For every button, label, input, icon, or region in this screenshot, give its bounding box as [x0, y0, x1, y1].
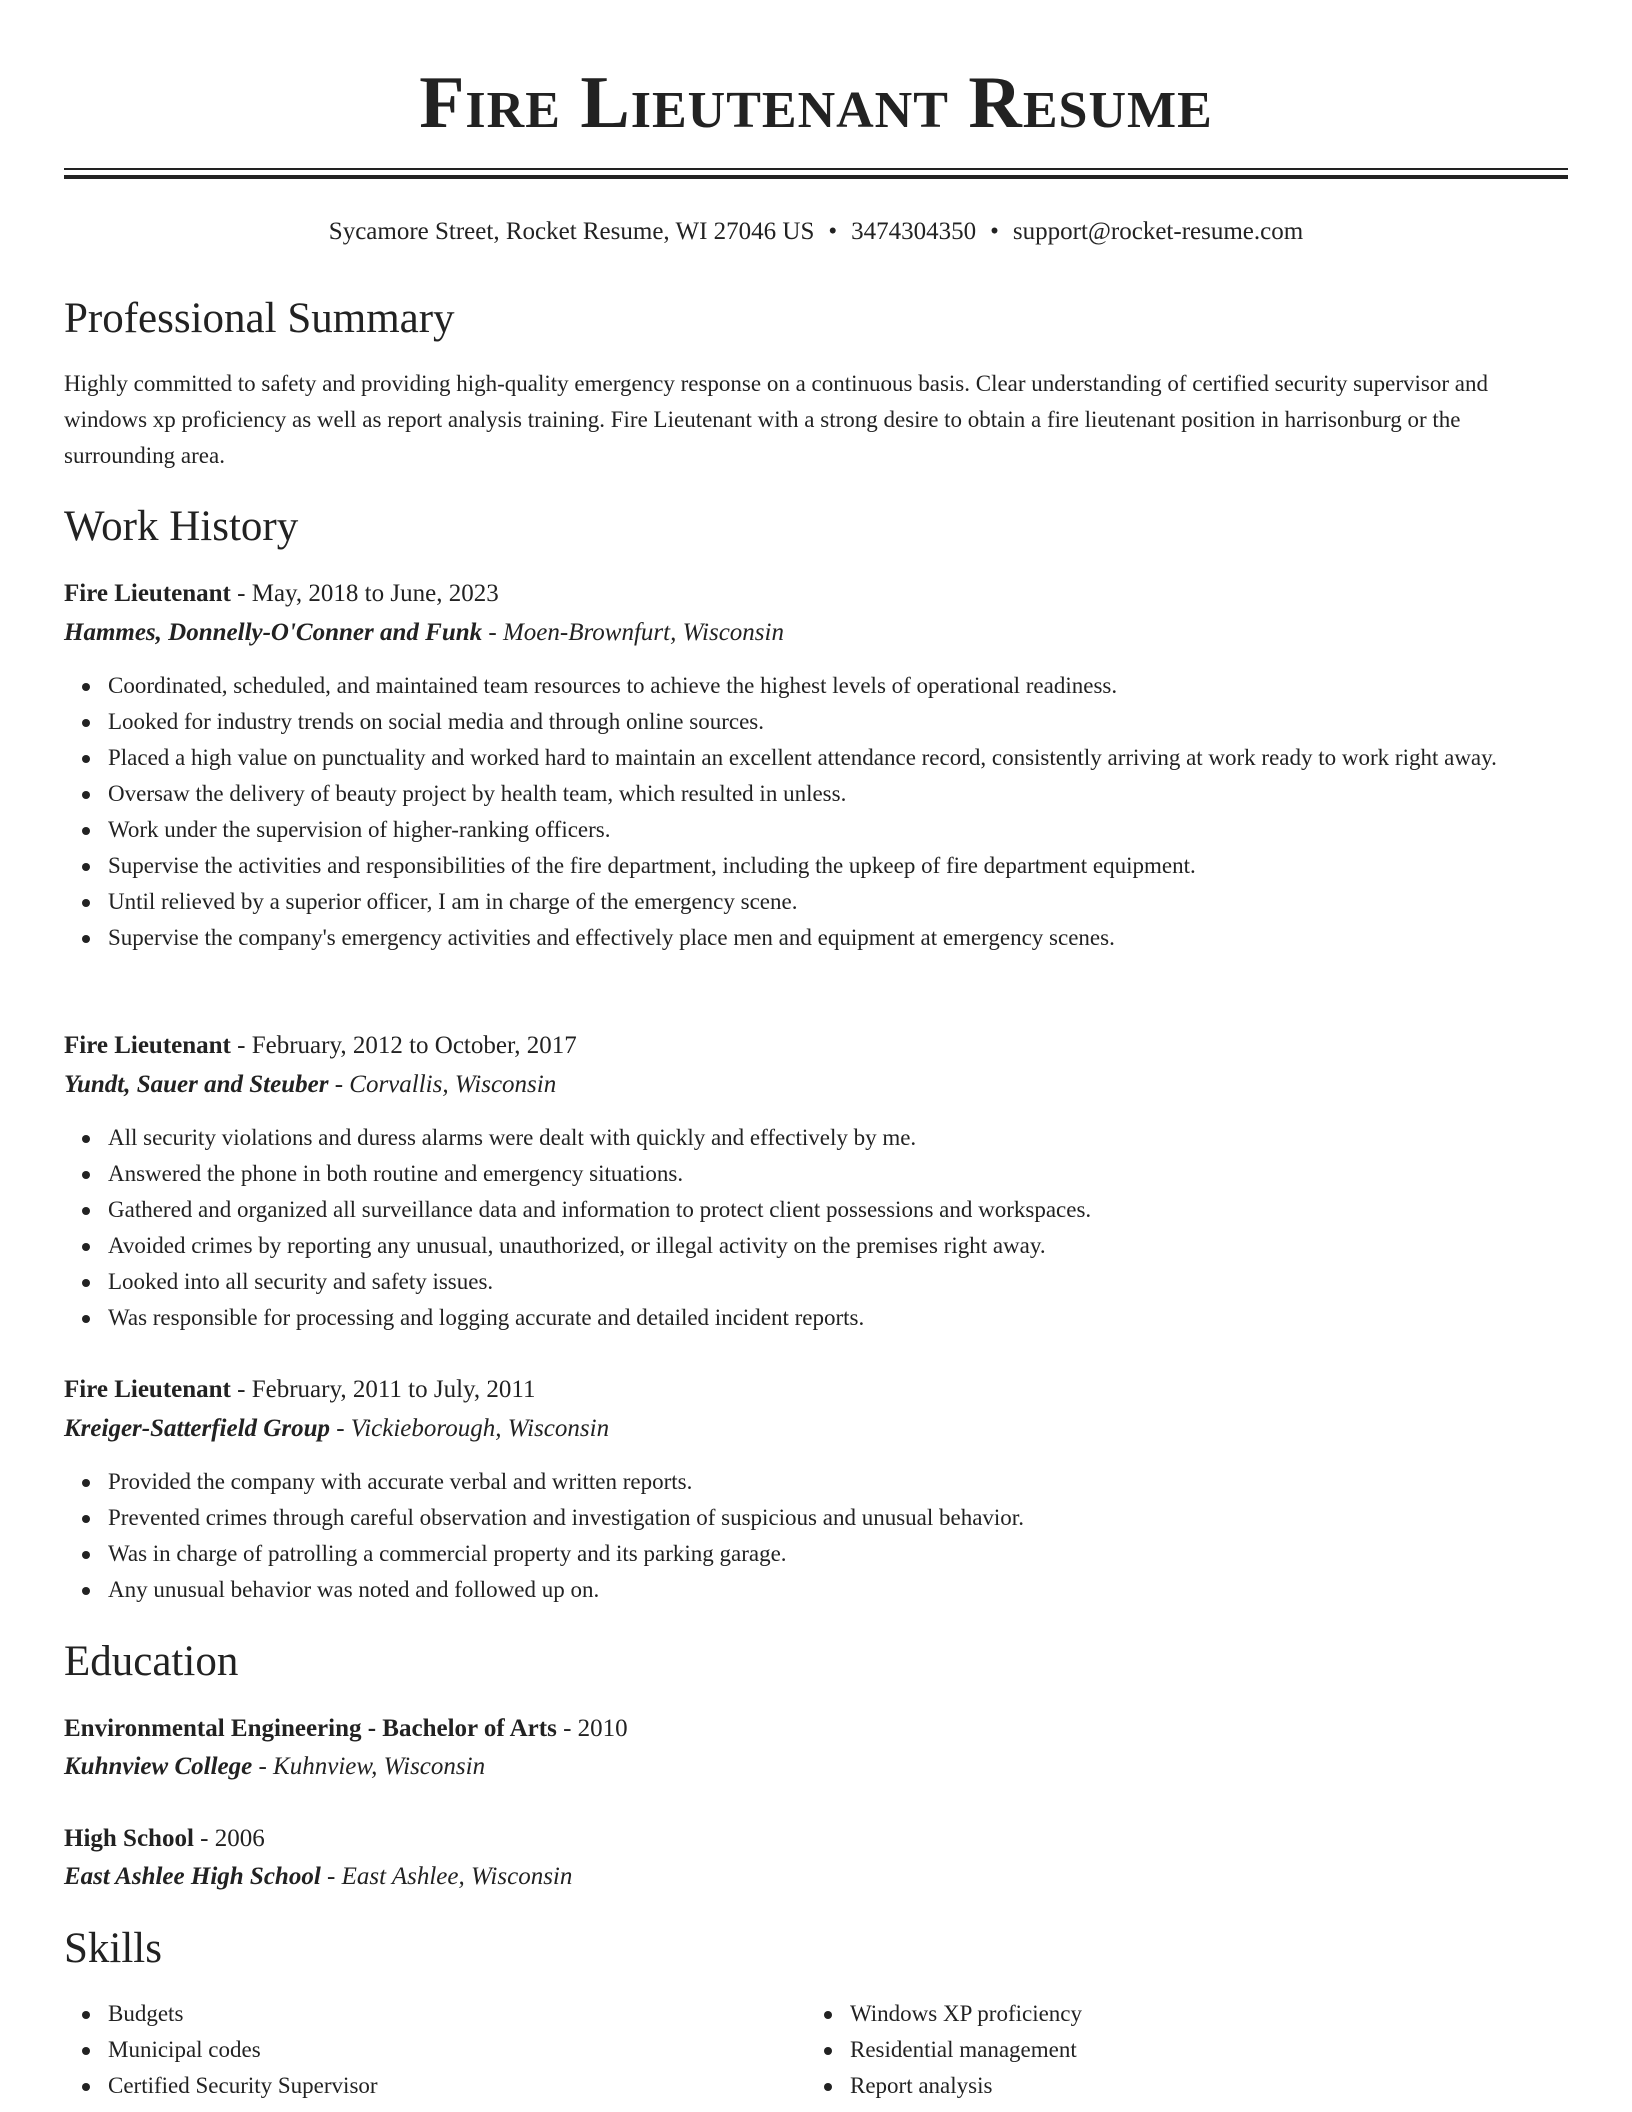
list-item: Placed a high value on punctuality and worked hard to maintain an excellent attendance record, consistently arriving at work ready to work right away.: [108, 740, 1616, 776]
education-school-line: [64, 1750, 485, 1784]
job-title: Fire Lieutenant: [64, 1032, 231, 1059]
work-history-heading: Work History: [64, 503, 299, 550]
education-degree: High School: [64, 1825, 194, 1852]
job-employer: Hammes, Donnelly-O'Conner and Funk: [64, 619, 483, 646]
summary-text: Highly committed to safety and providing high-quality emergency response on a continuous basis. Clear understanding of certified security supervisor and windows xp proficiency as well as report analysis training. Fire Lieutenant with a strong desire to obtain a fire lieutenant position in harrisonburg or the surrounding area.: [64, 371, 1488, 468]
job-title-line: [64, 1029, 577, 1063]
education-year: - 2006: [193, 1825, 265, 1852]
list-item: Provided the company with accurate verbal and written reports.: [108, 1464, 1616, 1500]
list-item: Oversaw the delivery of beauty project by health team, which resulted in unless.: [108, 776, 1616, 812]
list-item: Supervise the company's emergency activities and effectively place men and equipment at emergency scenes.: [108, 920, 1616, 956]
job-location: - Moen-Brownfurt, Wisconsin: [482, 619, 784, 646]
job-bullets: [64, 668, 1616, 956]
job-title-line: [64, 1373, 535, 1407]
list-item: Looked into all security and safety issues.: [108, 1264, 1616, 1300]
job-location: - Vickieborough, Wisconsin: [329, 1415, 610, 1442]
job-bullets: [64, 1464, 1616, 1608]
job-title-line: [64, 577, 499, 611]
list-item: Any unusual behavior was noted and followed up on.: [108, 1572, 1616, 1608]
summary-heading: Professional Summary: [64, 295, 455, 342]
list-item: Prevented crimes through careful observation and investigation of suspicious and unusual behavior.: [108, 1500, 1616, 1536]
skills-list-right: [806, 1996, 1550, 2104]
education-degree-line: [64, 1712, 628, 1746]
job-employer-line: [64, 1068, 556, 1102]
job-employer: Yundt, Sauer and Steuber: [64, 1071, 329, 1098]
list-item: Avoided crimes by reporting any unusual, unauthorized, or illegal activity on the premises right away.: [108, 1228, 1616, 1264]
skill-item: Windows XP proficiency: [850, 1996, 1550, 2032]
list-item: Was responsible for processing and logging accurate and detailed incident reports.: [108, 1300, 1616, 1336]
contact-phone: 3474304350: [851, 218, 977, 245]
resume-title: Fire Lieutenant Resume: [419, 62, 1213, 144]
job-dates: - February, 2011 to July, 2011: [230, 1376, 536, 1403]
title-divider-thin: [64, 168, 1568, 170]
list-item: Coordinated, scheduled, and maintained team resources to achieve the highest levels of operational readiness.: [108, 668, 1616, 704]
education-degree-line: [64, 1822, 265, 1856]
list-item: All security violations and duress alarms were dealt with quickly and effectively by me.: [108, 1120, 1616, 1156]
job-dates: - February, 2012 to October, 2017: [230, 1032, 577, 1059]
list-item: Gathered and organized all surveillance data and information to protect client possessions and workspaces.: [108, 1192, 1616, 1228]
job-title: Fire Lieutenant: [64, 1376, 231, 1403]
skill-item: Report analysis: [850, 2068, 1550, 2104]
list-item: Work under the supervision of higher-ranking officers.: [108, 812, 1616, 848]
list-item: Was in charge of patrolling a commercial property and its parking garage.: [108, 1536, 1616, 1572]
skill-item: Residential management: [850, 2032, 1550, 2068]
education-location: - Kuhnview, Wisconsin: [252, 1753, 486, 1780]
education-school: East Ashlee High School: [64, 1863, 321, 1890]
skills-list-left: [64, 1996, 808, 2104]
contact-separator: •: [990, 218, 999, 245]
list-item: Looked for industry trends on social media and through online sources.: [108, 704, 1616, 740]
job-employer: Kreiger-Satterfield Group: [64, 1415, 330, 1442]
title-divider-thick: [64, 175, 1568, 179]
job-dates: - May, 2018 to June, 2023: [230, 580, 499, 607]
skill-item: Budgets: [108, 1996, 808, 2032]
job-location: - Corvallis, Wisconsin: [328, 1071, 557, 1098]
list-item: Answered the phone in both routine and emergency situations.: [108, 1156, 1616, 1192]
list-item: Supervise the activities and responsibilities of the fire department, including the upkeep of fire department equipment.: [108, 848, 1616, 884]
contact-address: Sycamore Street, Rocket Resume, WI 27046 US: [328, 218, 815, 245]
contact-email: support@rocket-resume.com: [1012, 218, 1304, 245]
education-location: - East Ashlee, Wisconsin: [320, 1863, 573, 1890]
education-school: Kuhnview College: [64, 1753, 253, 1780]
contact-separator: •: [828, 218, 838, 245]
skill-item: Municipal codes: [108, 2032, 808, 2068]
skills-heading: Skills: [64, 1925, 162, 1972]
job-title: Fire Lieutenant: [64, 580, 231, 607]
education-year: - 2010: [556, 1715, 628, 1742]
skill-item: Certified Security Supervisor: [108, 2068, 808, 2104]
education-degree: Environmental Engineering - Bachelor of Arts: [64, 1715, 557, 1742]
job-employer-line: [64, 616, 784, 650]
job-employer-line: [64, 1412, 609, 1446]
job-bullets: [64, 1120, 1616, 1336]
contact-line: [0, 216, 1632, 248]
list-item: Until relieved by a superior officer, I am in charge of the emergency scene.: [108, 884, 1616, 920]
education-heading: Education: [64, 1638, 239, 1685]
education-school-line: [64, 1860, 572, 1894]
